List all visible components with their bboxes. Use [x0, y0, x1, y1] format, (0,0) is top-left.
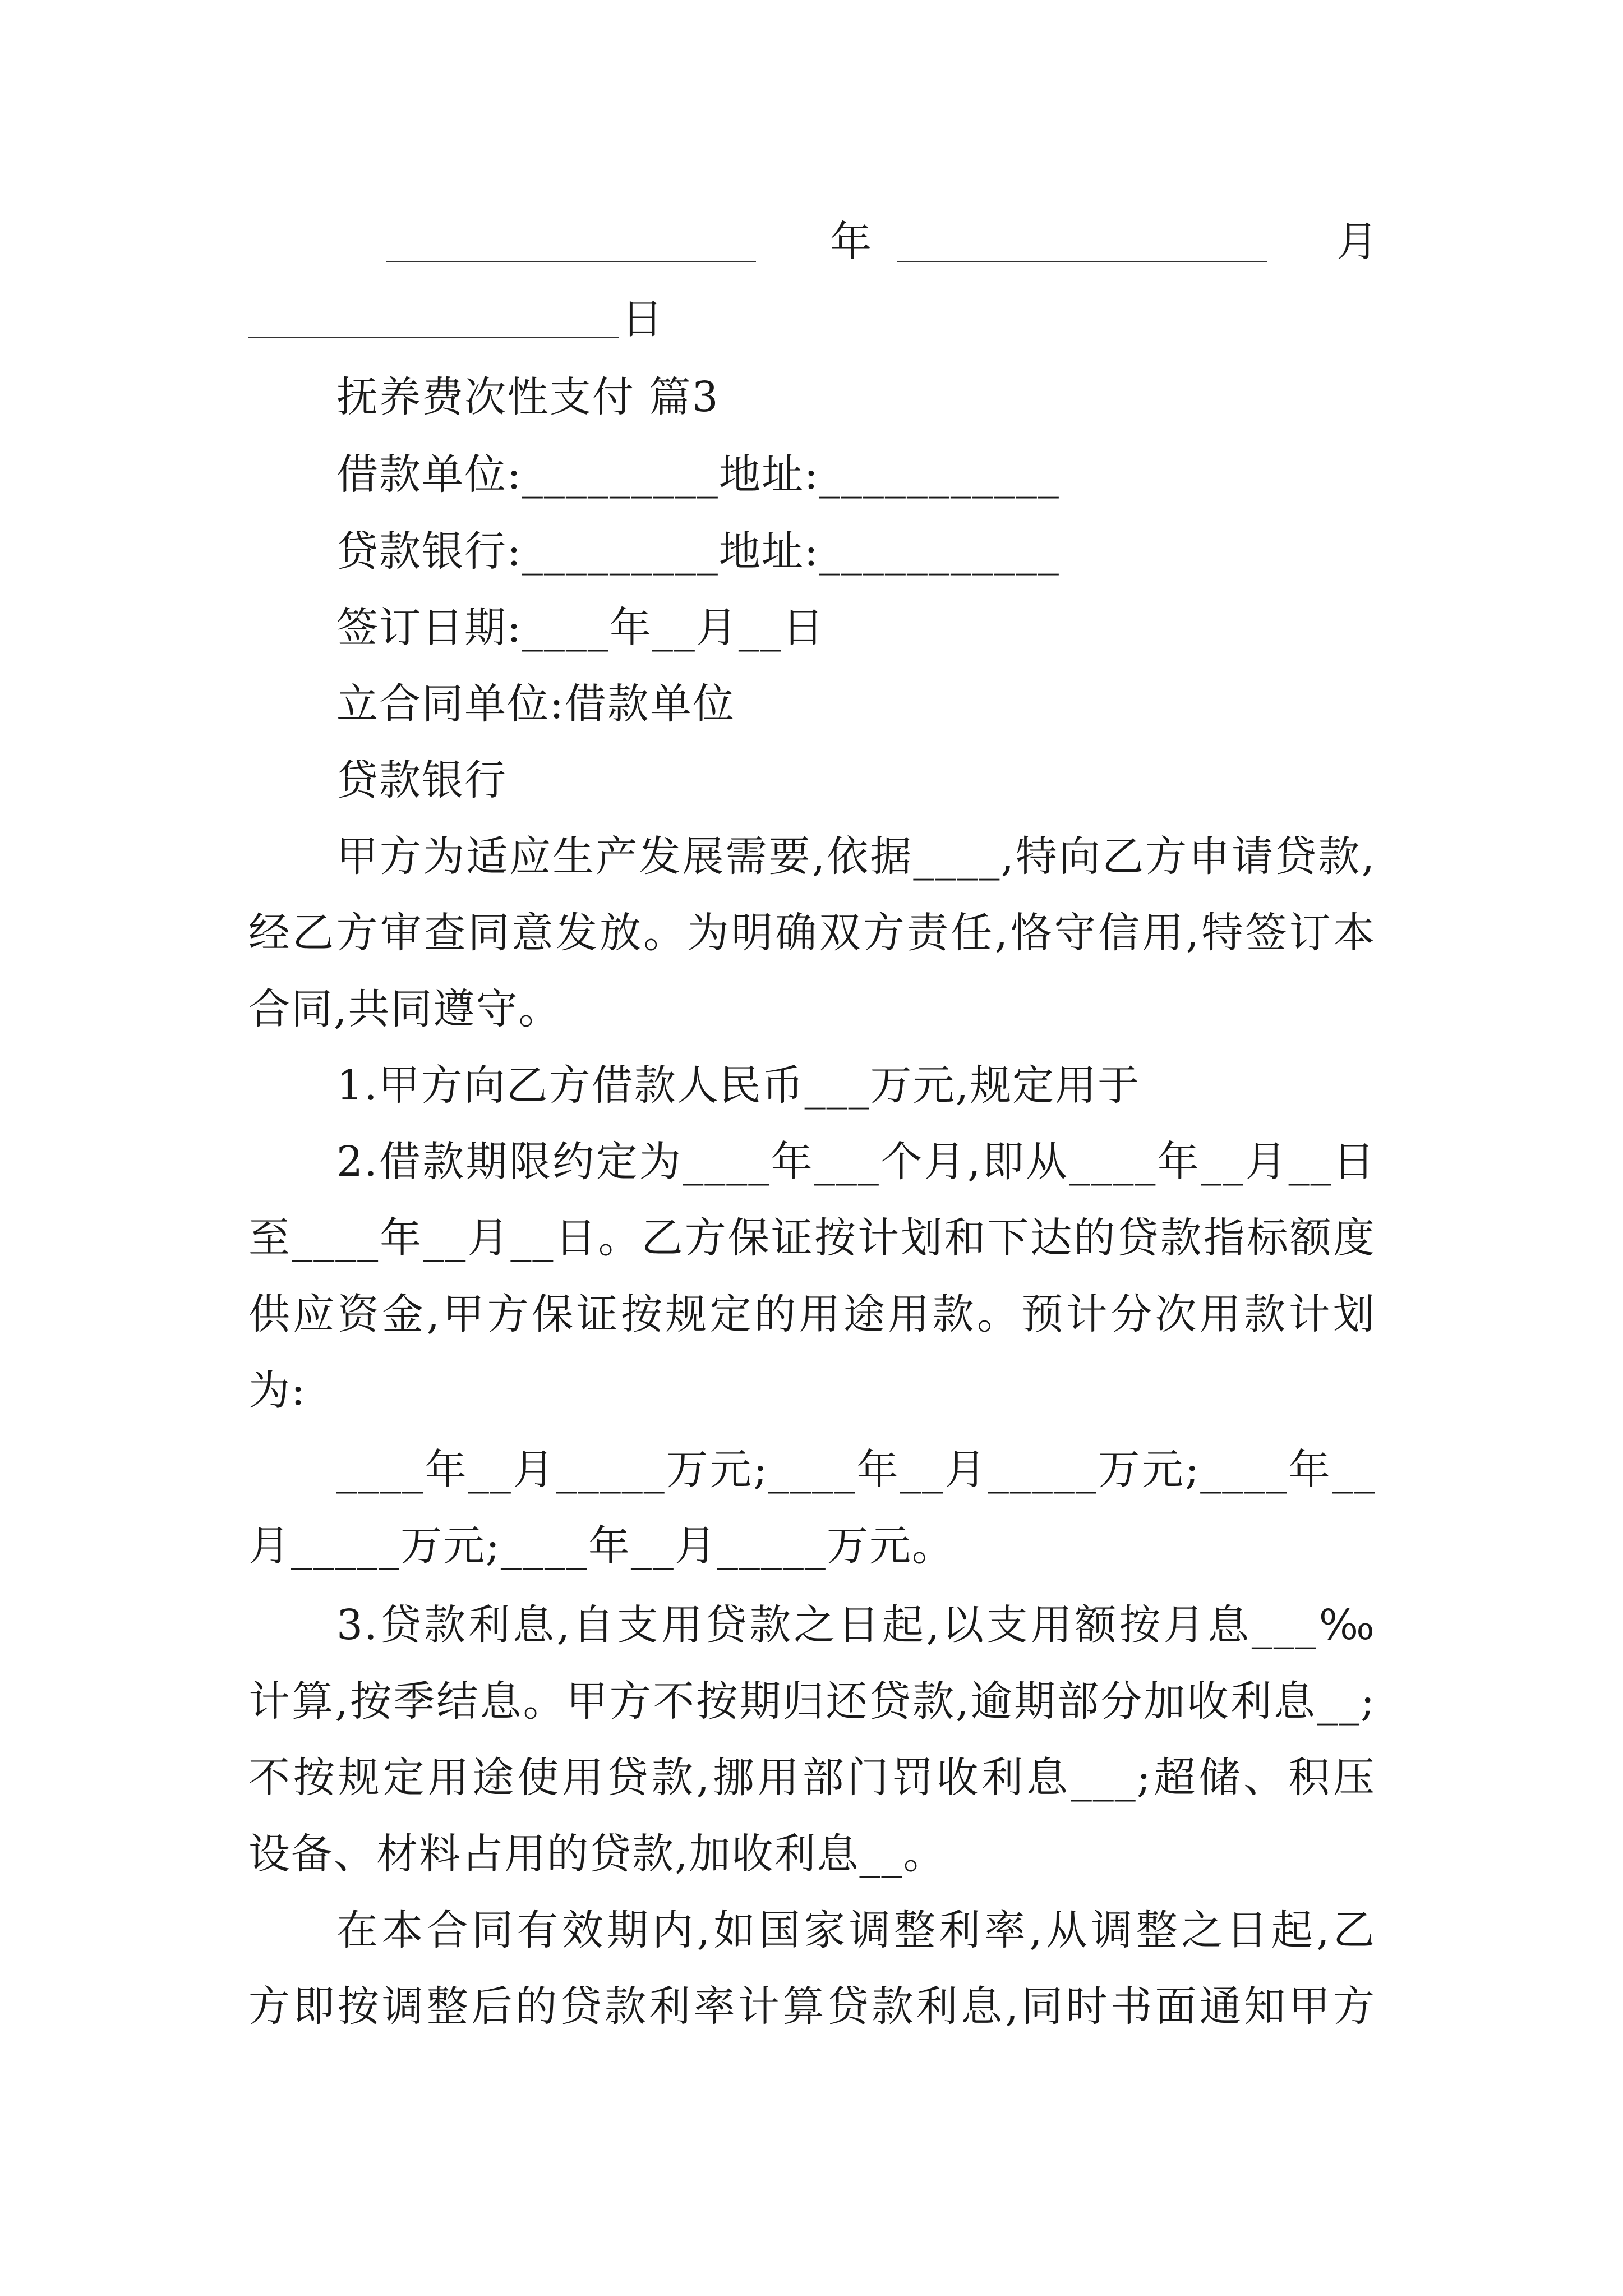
month-blank [897, 261, 1267, 262]
intro-line-2: 经乙方审查同意发放。为明确双方责任,恪守信用,特签订本 [248, 909, 1376, 957]
item3-line-3: 不按规定用途使用贷款,挪用部门罚收利息___;超储、积压 [248, 1754, 1376, 1802]
item3-line-2: 计算,按季结息。甲方不按期归还贷款,逾期部分加收利息__; [248, 1677, 1376, 1726]
sign-date-field: 签订日期:____年__月__日 [336, 604, 825, 652]
day-blank [248, 337, 619, 338]
item2-line-2: 至____年__月__日。乙方保证按计划和下达的贷款指标额度 [248, 1214, 1376, 1262]
year-blank [386, 261, 756, 262]
parties-field: 立合同单位:借款单位 [336, 680, 735, 728]
year-char: 年 [830, 218, 872, 266]
plan-line-1: ____年__月_____万元;____年__月_____万元;____年__ [336, 1446, 1376, 1494]
item3-line-4: 设备、材料占用的贷款,加收利息__。 [248, 1830, 946, 1878]
rate-change-line-1: 在本合同有效期内,如国家调整利率,从调整之日起,乙 [336, 1906, 1376, 1954]
day-char: 日 [621, 295, 663, 343]
rate-change-line-2: 方即按调整后的贷款利率计算贷款利息,同时书面通知甲方 [248, 1982, 1376, 2031]
plan-line-2: 月_____万元;____年__月_____万元。 [248, 1522, 955, 1570]
parties-bank-field: 贷款银行 [336, 756, 507, 804]
lender-field: 贷款银行:_________地址:___________ [336, 527, 1060, 576]
item3-line-1: 3.贷款利息,自支用贷款之日起,以支用额按月息___‰ [336, 1601, 1376, 1649]
month-char: 月 [1336, 218, 1378, 266]
item1-line: 1.甲方向乙方借款人民币___万元,规定用于 [336, 1061, 1141, 1110]
borrower-field: 借款单位:_________地址:___________ [336, 450, 1060, 499]
section-title: 抚养费次性支付 篇3 [336, 373, 720, 421]
intro-line-3: 合同,共同遵守。 [248, 985, 561, 1033]
intro-line-1: 甲方为适应生产发展需要,依据____,特向乙方申请贷款, [336, 832, 1376, 881]
item2-line-1: 2.借款期限约定为____年___个月,即从____年__月__日 [336, 1138, 1376, 1186]
item2-line-3: 供应资金,甲方保证按规定的用途用款。预计分次用款计划 [248, 1290, 1376, 1338]
item2-line-4: 为: [248, 1366, 306, 1415]
